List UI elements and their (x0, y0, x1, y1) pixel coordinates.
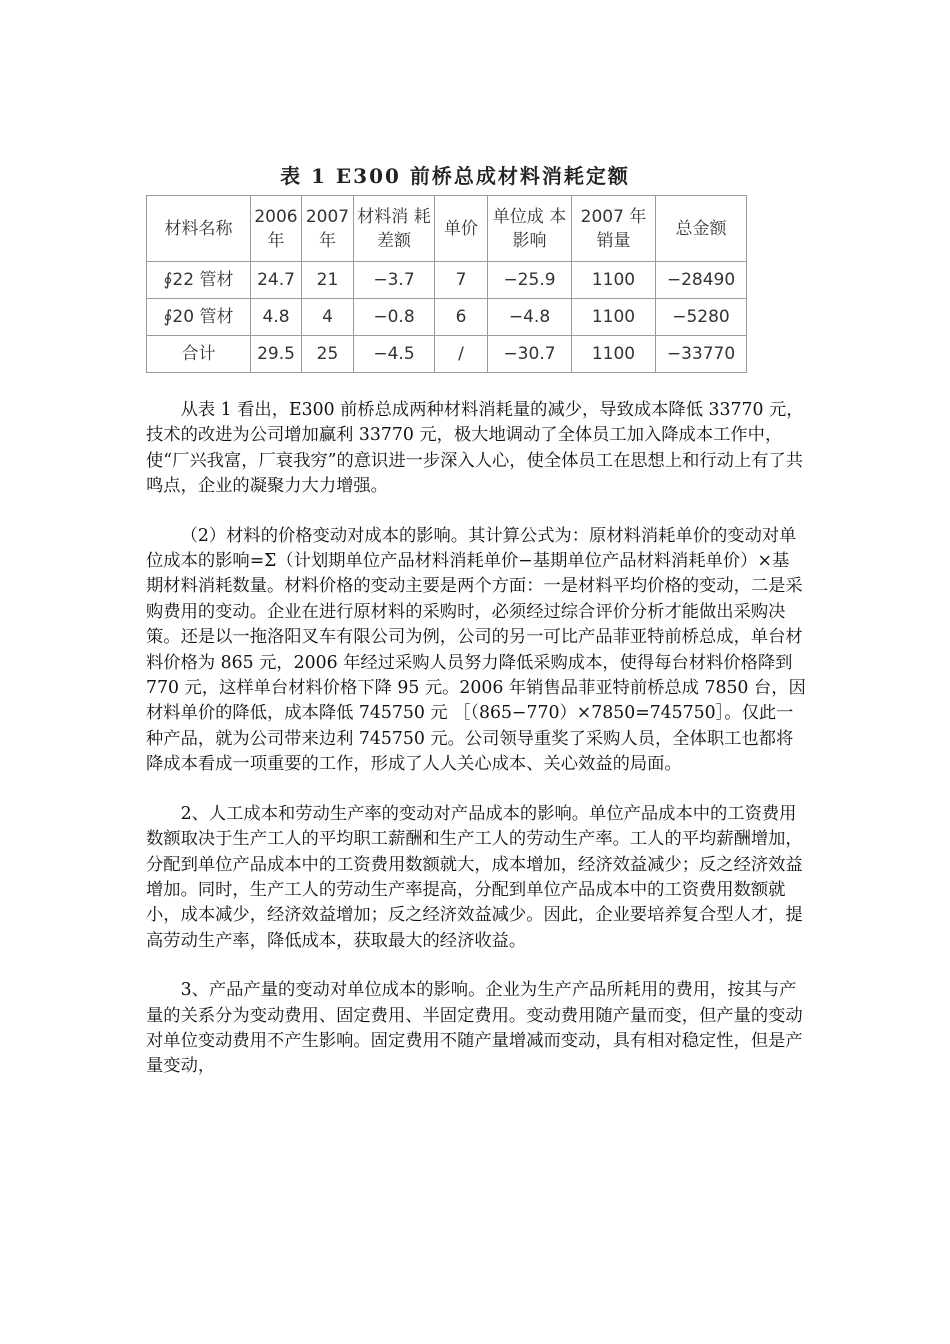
table-row-total (147, 336, 747, 373)
table-row (147, 299, 747, 336)
table-cell: −0.8 (354, 299, 435, 336)
table-cell: 25 (302, 336, 354, 373)
table-cell: 1100 (572, 299, 656, 336)
table-cell: 24.7 (251, 262, 302, 299)
table-cell: 4 (302, 299, 354, 336)
table-cell: −25.9 (488, 262, 572, 299)
header-2007: 2007 年 (302, 196, 354, 262)
table-cell: −3.7 (354, 262, 435, 299)
table-cell: ∮20 管材 (147, 299, 251, 336)
header-unit-cost-impact: 单位成 本影响 (488, 196, 572, 262)
paragraph-labor-cost: 2、人工成本和劳动生产率的变动对产品成本的影响。单位产品成本中的工资费用数额取决于生产工人的平均职工薪酬和生产工人的劳动生产率。工人的平均薪酬增加，分配到单位产品成本中的工资费用数额就大，成本增加，经济效益减少；反之经济效益增加。同时，生产工人的劳动生产率提高，分配到单位产品成本中的工资费用数额就小，成本减少，经济效益增加；反之经济效益减少。因此，企业要培养复合型人才，提高劳动生产率，降低成本，获取最大的经济收益。 (146, 803, 803, 951)
table-cell: ∮22 管材 (147, 262, 251, 299)
table-title: 表 1 E300 前桥总成材料消耗定额 (280, 164, 630, 188)
table-cell: / (435, 336, 488, 373)
table-cell: −28490 (656, 262, 747, 299)
header-material-name: 材料名称 (147, 196, 251, 262)
table-cell: 4.8 (251, 299, 302, 336)
header-2006: 2006 年 (251, 196, 302, 262)
material-consumption-table (146, 195, 747, 373)
table-cell: 6 (435, 299, 488, 336)
header-total-amount: 总金额 (656, 196, 747, 262)
paragraph-material-price: （2）材料的价格变动对成本的影响。其计算公式为：原材料消耗单价的变动对单位成本的影响=Σ（计划期单位产品材料消耗单价−基期单位产品材料消耗单价）×基期材料消耗数量。材料价格的变动主要是两个方面：一是材料平均价格的变动，二是采购费用的变动。企业在进行原材料的采购时，必须经过综合评价分析才能做出采购决策。还是以一拖洛阳叉车有限公司为例，公司的另一可比产品菲亚特前桥总成，单台材料价格为 865 元，2006 年经过采购人员努力降低采购成本，使得每台材料价格降到 770 元，这样单台材料价格下降 95 元。2006 年销售品菲亚特前桥总成 7850 台，因材料单价的降低，成本降低 745750 元 ［（865−770）×7850=745750］。仅此一种产品，就为公司带来边利 745750 元。公司领导重奖了采购人员，全体职工也都将降成本看成一项重要的工作，形成了人人关心成本、关心效益的局面。 (146, 525, 806, 775)
table-header-row (147, 196, 747, 262)
table-cell: 合计 (147, 336, 251, 373)
paragraph-table-summary: 从表 1 看出，E300 前桥总成两种材料消耗量的减少，导致成本降低 33770 元，技术的改进为公司增加赢利 33770 元，极大地调动了全体员工加入降成本工作中，使“厂兴我富，厂衰我穷”的意识进一步深入人心，使全体员工在思想上和行动上有了共鸣点，企业的凝聚力大力增强。 (146, 400, 804, 497)
table-cell: −5280 (656, 299, 747, 336)
table-cell: −4.8 (488, 299, 572, 336)
header-consumption-diff: 材料消 耗差额 (354, 196, 435, 262)
paragraph-output-volume: 3、产品产量的变动对单位成本的影响。企业为生产产品所耗用的费用，按其与产量的关系分为变动费用、固定费用、半固定费用。变动费用随产量而变，但产量的变动对单位变动费用不产生影响。固定费用不随产量增减而变动，具有相对稳定性，但是产量变动， (146, 980, 803, 1077)
table-cell: −30.7 (488, 336, 572, 373)
table-cell: 1100 (572, 262, 656, 299)
table-cell: −4.5 (354, 336, 435, 373)
table-row (147, 262, 747, 299)
table-cell: 21 (302, 262, 354, 299)
header-unit-price: 单价 (435, 196, 488, 262)
table-cell: −33770 (656, 336, 747, 373)
body-text (146, 398, 806, 1104)
header-2007-sales: 2007 年 销量 (572, 196, 656, 262)
table-cell: 1100 (572, 336, 656, 373)
table-cell: 7 (435, 262, 488, 299)
table-cell: 29.5 (251, 336, 302, 373)
